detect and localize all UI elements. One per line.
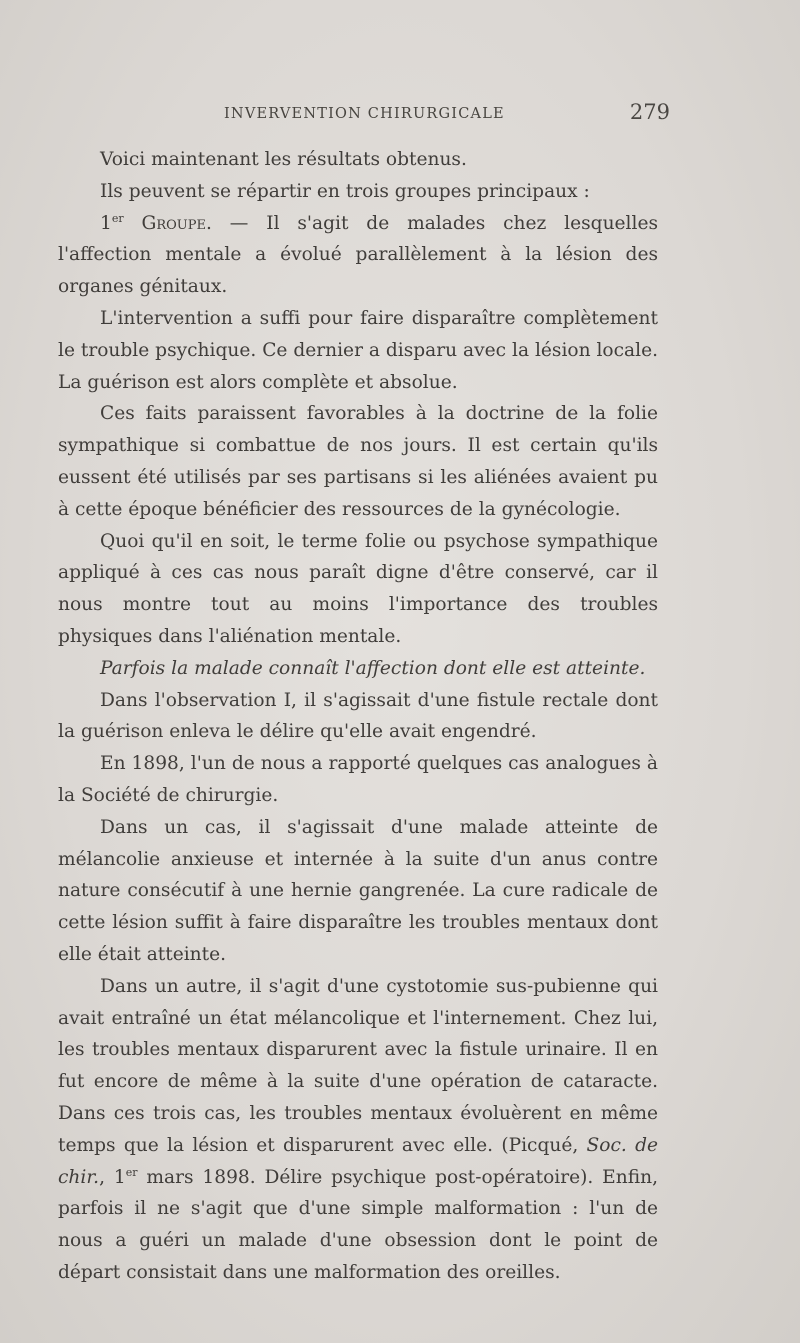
body-text xyxy=(58,144,658,1289)
text-run: mars 1898. Délire psychique post-opératoire). Enfin, parfois il ne s'agit que d'une simple malformation : l'un de nous a guéri un malade d'une obsession dont le point de départ consistait dans une malformation des oreilles. xyxy=(58,1166,658,1283)
paragraph: En 1898, l'un de nous a rapporté quelques cas analogues à la Société de chirurgie. xyxy=(58,753,658,806)
group-heading: Groupe. xyxy=(141,212,212,234)
paragraph: L'intervention a suffi pour faire disparaître complètement le trouble psychique. Ce dernier a disparu avec la lésion locale. La guérison est alors complète et absolue. xyxy=(58,307,658,393)
book-page xyxy=(58,100,670,1289)
paragraph-group-one xyxy=(58,208,658,303)
page-number: 279 xyxy=(629,100,670,124)
citation-journal: Soc. de chir. xyxy=(58,1134,659,1188)
paragraph-with-citation xyxy=(58,971,658,1289)
ordinal-superscript: er xyxy=(125,1165,138,1179)
group-number: 1 xyxy=(100,212,112,234)
ordinal-superscript: er xyxy=(111,211,124,225)
text-run: Dans un autre, il s'agit d'une cystotomie sus-pubienne qui avait entraîné un état mélancolique et l'internement. Chez lui, les troubles mentaux disparurent avec la fistule urinaire. Il en fut encore de même à la suite d'une opération de cataracte. Dans ces trois cas, les troubles mentaux évoluèrent en même temps que la lésion et disparurent avec elle. (Picqué, xyxy=(58,975,658,1156)
text-run: , 1 xyxy=(99,1166,126,1188)
running-title: INVERVENTION CHIRURGICALE xyxy=(224,106,505,122)
group-text: — Il s'agit de malades chez lesquelles l'affection mentale a évolué parallèlement à la lésion des organes génitaux. xyxy=(58,212,658,298)
paragraph: Quoi qu'il en soit, le terme folie ou psychose sympathique appliqué à ces cas nous paraît digne d'être conservé, car il nous montre tout au moins l'importance des troubles physiques dans l'aliénation mentale. xyxy=(58,530,658,647)
italic-paragraph: Parfois la malade connaît l'affection dont elle est atteinte. xyxy=(100,657,646,679)
paragraph: Dans l'observation I, il s'agissait d'une fistule rectale dont la guérison enleva le délire qu'elle avait engendré. xyxy=(58,689,658,743)
paragraph: Ces faits paraissent favorables à la doctrine de la folie sympathique si combattue de nos jours. Il est certain qu'ils eussent été utilisés par ses partisans si les aliénées avaient pu à cette époque bénéficier des ressources de la gynécologie. xyxy=(58,403,658,520)
paragraph: Voici maintenant les résultats obtenus. xyxy=(100,149,467,170)
running-head xyxy=(58,100,670,130)
paragraph: Dans un cas, il s'agissait d'une malade atteinte de mélancolie anxieuse et internée à la suite d'un anus contre nature consécutif à une hernie gangrenée. La cure radicale de cette lésion suffit à faire disparaître les troubles mentaux dont elle était atteinte. xyxy=(58,816,658,965)
paragraph: Ils peuvent se répartir en trois groupes principaux : xyxy=(100,180,590,202)
